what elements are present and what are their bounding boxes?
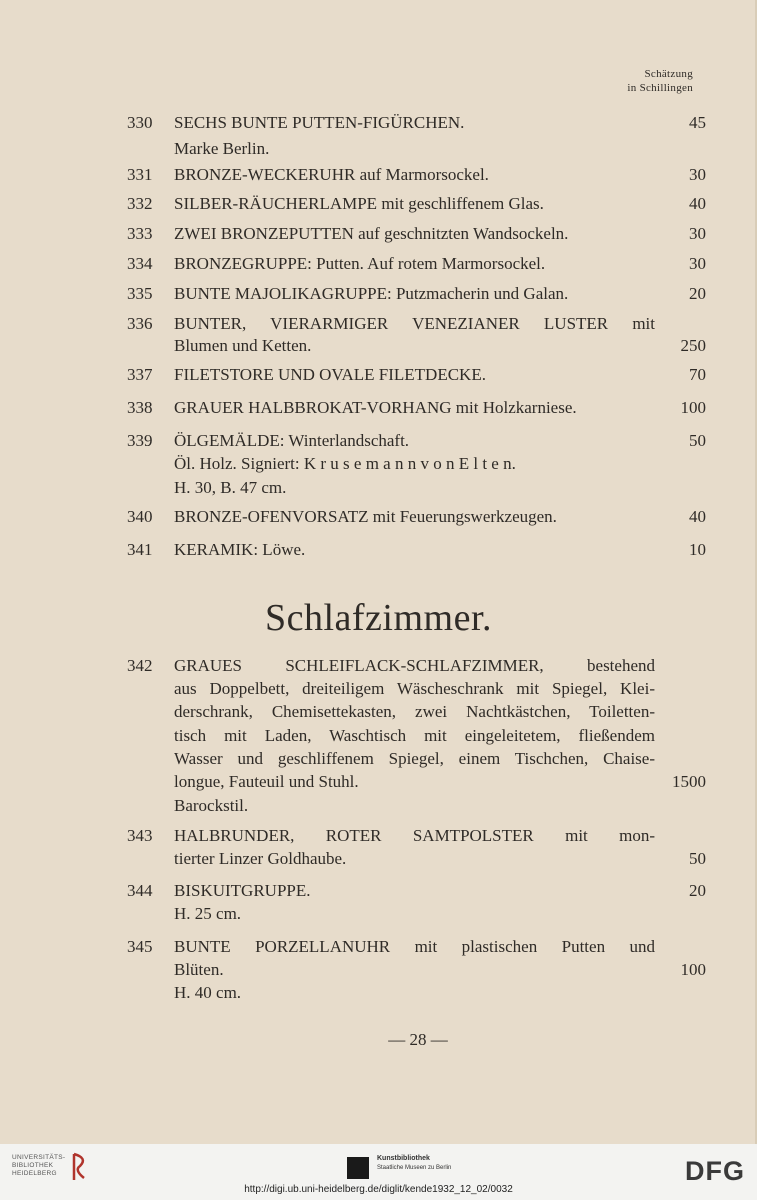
page-number: — 28 — <box>388 1030 448 1049</box>
entry-text-line: Öl. Holz. Signiert: K r u s e m a n n v o n E l t e n. <box>174 454 516 473</box>
entry-text-line: tisch mit Laden, Waschtisch mit eingeleitetem, fließendem <box>174 726 655 745</box>
entry-number: 332 <box>127 194 153 213</box>
entry-number: 335 <box>127 284 153 303</box>
entry-text-line: Blüten. <box>174 960 224 979</box>
entry-number: 336 <box>127 314 153 333</box>
entry-price: 50 <box>689 431 706 450</box>
library-logo-line2: BIBLIOTHEK <box>12 1162 54 1169</box>
entry-number: 331 <box>127 165 153 184</box>
entry-price: 40 <box>689 507 706 526</box>
entry-number: 345 <box>127 937 153 956</box>
entry-price: 40 <box>689 194 706 213</box>
entry-text-line: GRAUER HALBBROKAT-VORHANG mit Holzkarniese. <box>174 398 577 417</box>
entry-price: 30 <box>689 165 706 184</box>
entry-text-line: BRONZEGRUPPE: Putten. Auf rotem Marmorsockel. <box>174 254 546 273</box>
kunstbibliothek-mark-icon <box>347 1157 369 1179</box>
entry-text-line: Wasser und geschliffenem Spiegel, einem Tischchen, Chaise- <box>174 749 655 768</box>
entry-price: 45 <box>689 113 706 132</box>
entry-text-line: KERAMIK: Löwe. <box>174 540 306 559</box>
entry-price: 30 <box>689 254 706 273</box>
entry-number: 342 <box>127 656 153 675</box>
column-header-line2: in Schillingen <box>627 82 693 94</box>
entry-text-line: GRAUES SCHLEIFLACK-SCHLAFZIMMER, bestehend <box>174 656 655 675</box>
entry-text-line: SECHS BUNTE PUTTEN-FIGÜRCHEN. <box>174 113 465 132</box>
entry-number: 344 <box>127 881 153 900</box>
dfg-logo[interactable]: DFG <box>685 1156 745 1186</box>
section-title: Schlafzimmer. <box>264 597 493 639</box>
entry-number: 334 <box>127 254 153 273</box>
kunstbibliothek-line2: Staatliche Museen zu Berlin <box>377 1165 452 1171</box>
library-mark-icon <box>70 1152 92 1182</box>
entry-price: 30 <box>689 224 706 243</box>
entry-number: 338 <box>127 398 153 417</box>
entry-price: 250 <box>680 336 706 355</box>
entry-text-line: Marke Berlin. <box>174 139 270 158</box>
entry-text-line: derschrank, Chemisettekasten, zwei Nachtkästchen, Toiletten- <box>174 702 655 721</box>
entry-text-line: longue, Fauteuil und Stuhl. <box>174 772 359 791</box>
entry-text-line: BUNTER, VIERARMIGER VENEZIANER LUSTER mit <box>174 314 655 333</box>
entry-number: 343 <box>127 826 153 845</box>
entry-number: 341 <box>127 540 153 559</box>
footer-bar <box>0 1144 757 1200</box>
entry-price: 100 <box>680 960 706 979</box>
entry-text-line: BUNTE MAJOLIKAGRUPPE: Putzmacherin und Galan. <box>174 284 569 303</box>
entry-text-line: aus Doppelbett, dreiteiligem Wäscheschrank mit Spiegel, Klei- <box>174 679 655 698</box>
entry-text-line: BRONZE-OFENVORSATZ mit Feuerungswerkzeugen. <box>174 507 557 526</box>
entry-text-line: ÖLGEMÄLDE: Winterlandschaft. <box>174 431 410 450</box>
entry-text-line: Barockstil. <box>174 796 249 815</box>
entry-number: 333 <box>127 224 153 243</box>
entry-number: 330 <box>127 113 153 132</box>
entry-price: 20 <box>689 881 706 900</box>
entry-text-line: H. 25 cm. <box>174 904 242 923</box>
permalink-url[interactable]: http://digi.ub.uni-heidelberg.de/diglit/kende1932_12_02/0032 <box>244 1184 513 1195</box>
column-header <box>627 67 693 95</box>
entry-text-line: HALBRUNDER, ROTER SAMTPOLSTER mit mon- <box>174 826 655 845</box>
column-header-line1: Schätzung <box>644 68 693 80</box>
entry-text-line: Blumen und Ketten. <box>174 336 312 355</box>
entry-text-line: BRONZE-WECKERUHR auf Marmorsockel. <box>174 165 489 184</box>
entry-text-line: BISKUITGRUPPE. <box>174 881 311 900</box>
entry-number: 340 <box>127 507 153 526</box>
entry-text-line: tierter Linzer Goldhaube. <box>174 849 347 868</box>
library-logo-line1: UNIVERSITÄTS- <box>12 1154 66 1161</box>
entry-text-line: SILBER-RÄUCHERLAMPE mit geschliffenem Glas. <box>174 194 544 213</box>
entry-number: 339 <box>127 431 153 450</box>
entry-text-line: BUNTE PORZELLANUHR mit plastischen Putten und <box>174 937 655 956</box>
entry-price: 100 <box>680 398 706 417</box>
entry-price: 70 <box>689 365 706 384</box>
entry-price: 10 <box>689 540 706 559</box>
entry-number: 337 <box>127 365 153 384</box>
library-logo-line3: HEIDELBERG <box>12 1170 57 1177</box>
entry-text-line: FILETSTORE UND OVALE FILETDECKE. <box>174 365 486 384</box>
entry-price: 20 <box>689 284 706 303</box>
library-logo[interactable] <box>12 1154 65 1178</box>
entry-text-line: H. 40 cm. <box>174 983 242 1002</box>
kunstbibliothek-line1: Kunstbibliothek <box>377 1155 430 1162</box>
entry-text-line: ZWEI BRONZEPUTTEN auf geschnitzten Wandsockeln. <box>174 224 569 243</box>
entry-price: 1500 <box>672 772 706 791</box>
entry-text-line: H. 30, B. 47 cm. <box>174 478 287 497</box>
entry-price: 50 <box>689 849 706 868</box>
